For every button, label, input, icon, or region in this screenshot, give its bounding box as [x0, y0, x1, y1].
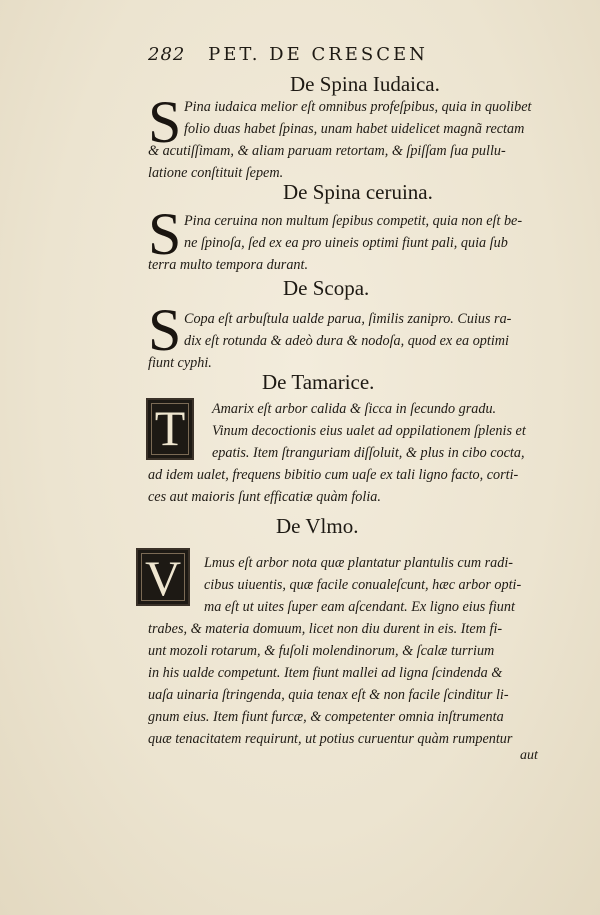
drop-initial-s: S [148, 89, 182, 155]
catchword: aut [520, 748, 538, 763]
running-header [148, 44, 488, 65]
text-line: folio duas habet ſpinas, unam habet uidelicet magnã rectam [184, 121, 525, 137]
section-heading-spina-iudaica: De Spina Iudaica. [290, 72, 440, 96]
drop-initial-s: S [148, 297, 182, 363]
text-line: cibus uiuentis, quæ facile conualeſcunt, hæc arbor opti- [204, 577, 522, 593]
text-line: Copa eſt arbuſtula ualde parua, ſimilis zanipro. Cuius ra- [184, 311, 512, 327]
ornamental-initial-t: T [146, 398, 194, 460]
paragraph-vlmo [148, 552, 558, 750]
text-line: Pina iudaica melior eſt omnibus profeſpibus, quia in quolibet [184, 99, 532, 115]
text-line: in his ualde competunt. Item fiunt mallei ad ligna ſcindenda & [148, 665, 503, 681]
section-heading-scopa: De Scopa. [283, 276, 370, 300]
text-line: dix eſt rotunda & adeò dura & nodoſa, quod ex ea optimi [184, 333, 509, 349]
text-line: ne ſpinoſa, ſed ex ea pro uineis optimi fiunt pali, quia ſub [184, 235, 508, 251]
text-line: trabes, & materia domuum, licet non diu durent in eis. Item fi- [148, 621, 503, 637]
drop-initial-s: S [148, 201, 182, 267]
text-line: quæ tenacitatem requirunt, ut potius curuentur quàm rumpentur [148, 731, 513, 747]
text-line: ad idem ualet, frequens bibitio cum uaſe ex tali ligno facto, corti- [148, 467, 519, 483]
text-line: Vinum decoctionis eius ualet ad oppilationem ſplenis et [212, 423, 526, 439]
section-heading-tamarice: De Tamarice. [262, 370, 375, 394]
text-line: uaſa uinaria ſtringenda, quia tenax eſt & non facile ſcinditur li- [148, 687, 509, 703]
paragraph-spina-ceruina [148, 210, 558, 276]
text-line: Pina ceruina non multum ſepibus competit, quia non eſt be- [184, 213, 523, 229]
section-heading-vlmo: De Vlmo. [276, 514, 359, 538]
text-line: ma eſt ut uites ſuper eam aſcendant. Ex ligno eius fiunt [204, 599, 515, 615]
ornamental-initial-v: V [136, 548, 190, 606]
paragraph-tamarice [148, 398, 558, 508]
text-line: epatis. Item ſtranguriam diſſoluit, & plus in cibo cocta, [212, 445, 525, 461]
text-line: unt mozoli rotarum, & fuſoli molendinorum, & ſcalæ turrium [148, 643, 495, 659]
paragraph-spina-iudaica [148, 96, 558, 184]
text-line: Lmus eſt arbor nota quæ plantatur plantulis cum radi- [204, 555, 513, 571]
text-line: terra multo tempora durant. [148, 257, 309, 273]
text-line: ces aut maioris ſunt efficatiæ quàm folia. [148, 489, 381, 505]
text-line: Amarix eſt arbor calida & ſicca in ſecundo gradu. [212, 401, 497, 417]
text-line: latione conſtituit ſepem. [148, 165, 284, 181]
running-title: PET. DE CRESCEN [208, 44, 428, 65]
text-line: fiunt cyphi. [148, 355, 212, 371]
section-heading-spina-ceruina: De Spina ceruina. [283, 180, 433, 204]
page-number: 282 [148, 44, 186, 65]
text-line: & acutiſſimam, & aliam paruam retortam, & ſpiſſam ſua pullu- [148, 143, 506, 159]
paragraph-scopa [148, 308, 558, 374]
text-line: gnum eius. Item fiunt furcæ, & competenter omnia inſtrumenta [148, 709, 504, 725]
